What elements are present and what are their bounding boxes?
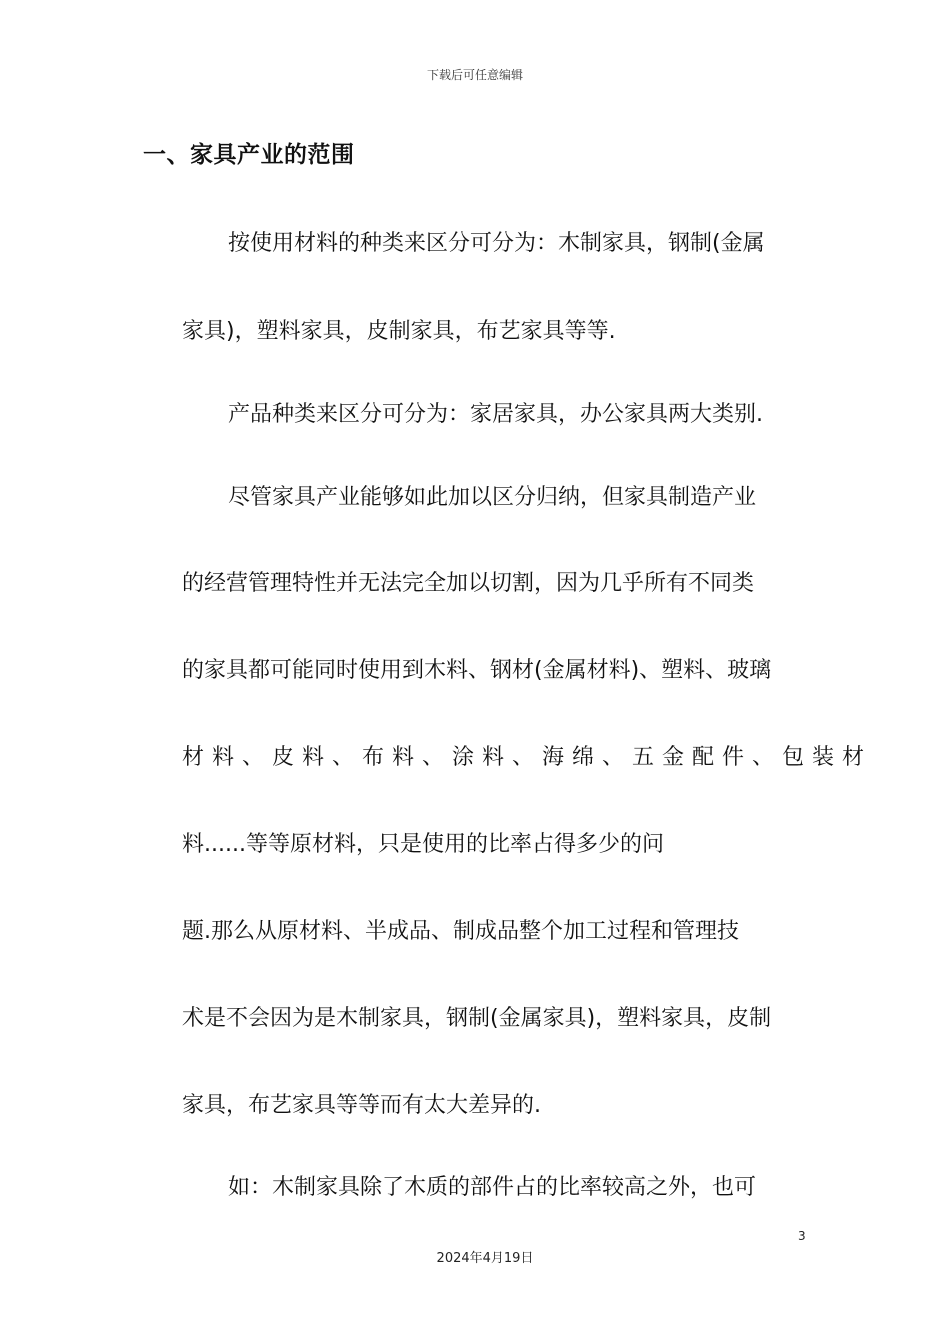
section-heading: 一、家具产业的范围 — [143, 142, 355, 168]
paragraph-line: 题.那么从原材料、半成品、制成品整个加工过程和管理技 — [182, 919, 739, 944]
paragraph-line: 的家具都可能同时使用到木料、钢材(金属材料)、塑料、玻璃 — [182, 658, 772, 683]
paragraph-line: 如：木制家具除了木质的部件占的比率较高之外，也可 — [228, 1175, 757, 1200]
paragraph-line: 家具，布艺家具等等而有太大差异的. — [182, 1093, 541, 1118]
paragraph-line: 家具)，塑料家具，皮制家具，布艺家具等等. — [182, 319, 616, 344]
paragraph-line: 术是不会因为是木制家具，钢制(金属家具)，塑料家具，皮制 — [182, 1006, 772, 1031]
paragraph-line: 产品种类来区分可分为：家居家具，办公家具两大类别. — [228, 402, 763, 427]
paragraph-line: 尽管家具产业能够如此加以区分归纳，但家具制造产业 — [228, 485, 757, 510]
paragraph-line: 按使用材料的种类来区分可分为：木制家具，钢制(金属 — [228, 231, 765, 256]
paragraph-line: 的经营管理特性并无法完全加以切割，因为几乎所有不同类 — [182, 571, 755, 596]
paragraph-line: 料......等等原材料，只是使用的比率占得多少的问 — [182, 832, 664, 857]
page-number: 3 — [798, 1229, 806, 1243]
paragraph-line: 材料、皮料、布料、涂料、海绵、五金配件、包装材 — [182, 745, 873, 770]
footer-date: 2024年4月19日 — [436, 1251, 534, 1266]
header-note: 下载后可任意编辑 — [426, 68, 523, 82]
